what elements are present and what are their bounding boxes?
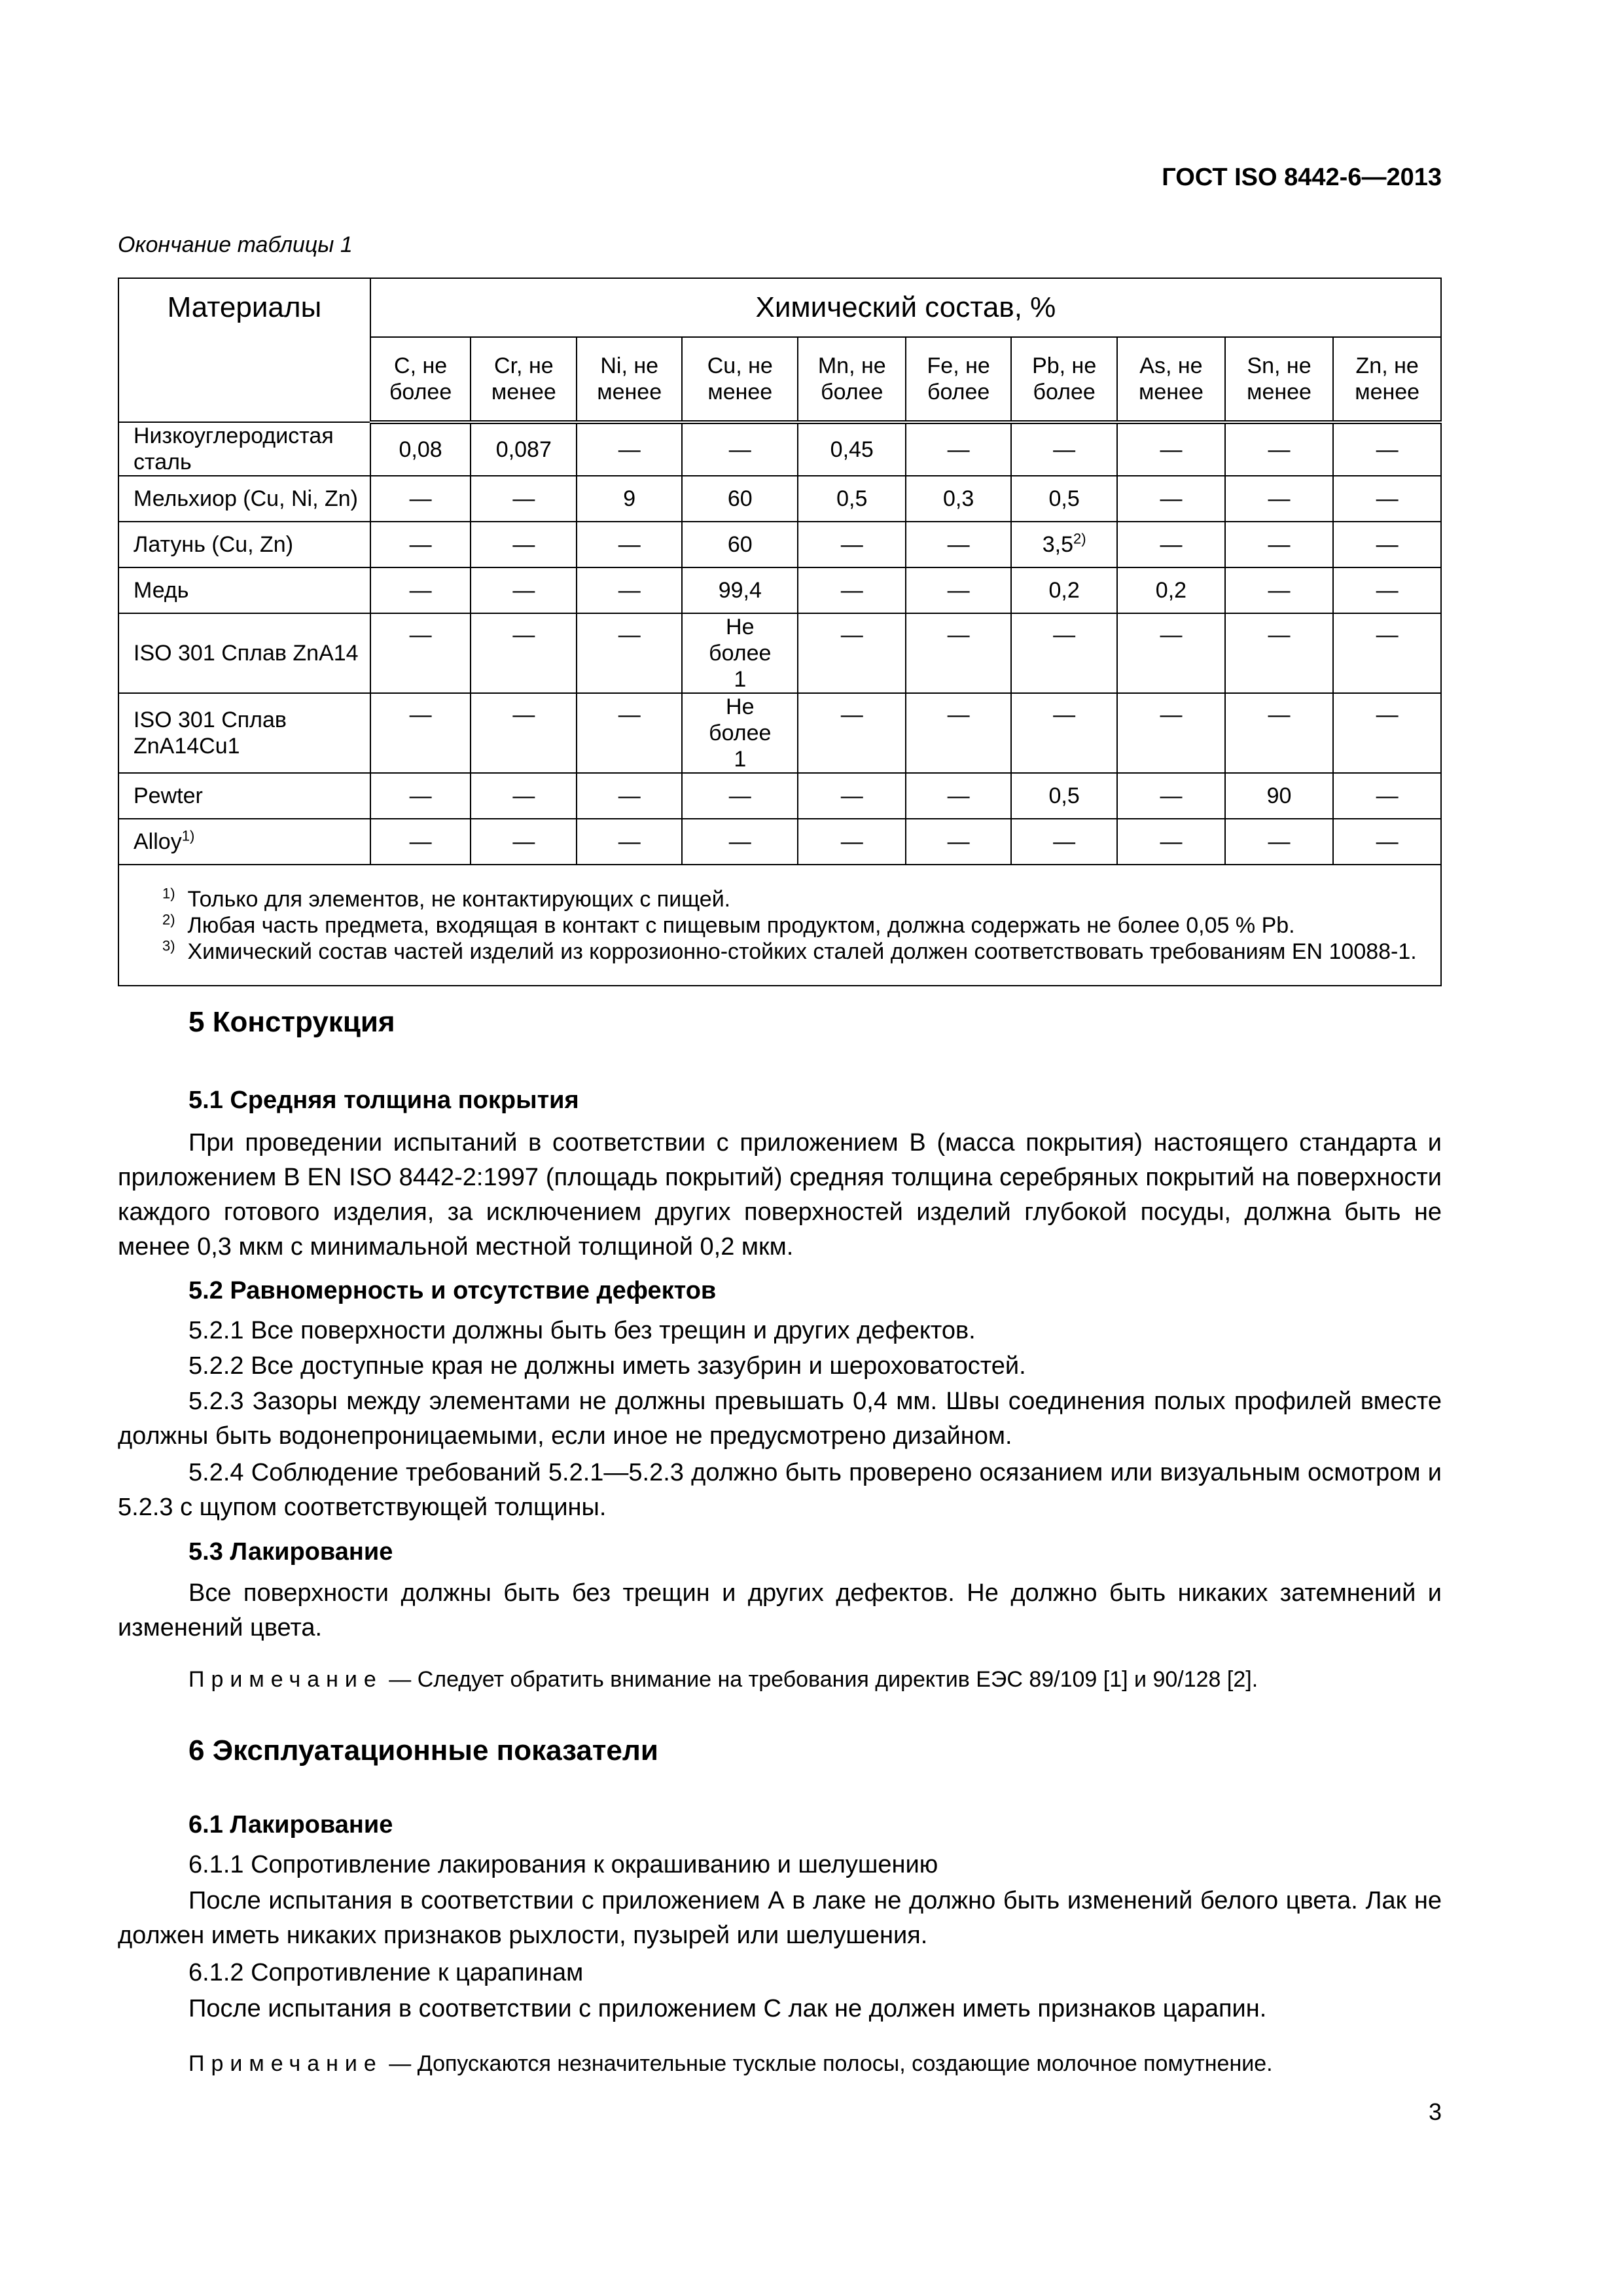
value-cell: — bbox=[906, 567, 1011, 613]
value-cell: — bbox=[1225, 476, 1334, 522]
table-row bbox=[118, 476, 1441, 522]
value-cell: 0,45 bbox=[798, 422, 906, 476]
value-cell: — bbox=[370, 476, 471, 522]
material-cell: Низкоуглеродистая сталь bbox=[118, 422, 370, 476]
section-6-1-heading: 6.1 Лакирование bbox=[188, 1811, 393, 1839]
section-6-1-1-heading: 6.1.1 Сопротивление лакирования к окрашиванию и шелушению bbox=[188, 1851, 938, 1878]
value-cell: — bbox=[471, 613, 577, 693]
value-cell: — bbox=[798, 522, 906, 567]
value-cell: — bbox=[682, 819, 798, 865]
value-cell: — bbox=[370, 693, 471, 773]
value-cell: — bbox=[1225, 693, 1334, 773]
section-5-3-text: Все поверхности должны быть без трещин и других дефектов. Не должно быть никаких затемнений и изменений цвета. bbox=[118, 1579, 1442, 1641]
value-cell: — bbox=[471, 522, 577, 567]
column-header: Ni, не менее bbox=[577, 337, 682, 422]
value-cell: — bbox=[1117, 476, 1225, 522]
value-cell: — bbox=[906, 773, 1011, 819]
column-header: Cu, не менее bbox=[682, 337, 798, 422]
value-cell: — bbox=[798, 613, 906, 693]
value-cell: — bbox=[1333, 476, 1441, 522]
header-chemical-composition: Химический состав, % bbox=[370, 278, 1441, 337]
value-cell: — bbox=[577, 422, 682, 476]
table-row bbox=[118, 693, 1441, 773]
value-cell: — bbox=[1225, 567, 1334, 613]
column-header: Cr, не менее bbox=[471, 337, 577, 422]
section-6-1-2-text: После испытания в соответствии с приложением С лак не должен иметь признаков царапин. bbox=[188, 1995, 1267, 2022]
value-cell: — bbox=[906, 613, 1011, 693]
value-cell: — bbox=[471, 773, 577, 819]
value-cell: — bbox=[471, 819, 577, 865]
value-cell: — bbox=[1117, 522, 1225, 567]
value-cell: — bbox=[1225, 522, 1334, 567]
value-cell: — bbox=[370, 613, 471, 693]
value-cell: — bbox=[577, 613, 682, 693]
material-cell: Мельхиор (Cu, Ni, Zn) bbox=[118, 476, 370, 522]
value-cell: — bbox=[1225, 819, 1334, 865]
value-cell: — bbox=[1333, 422, 1441, 476]
value-cell: — bbox=[577, 773, 682, 819]
value-cell: — bbox=[370, 522, 471, 567]
section-6-1-2-heading: 6.1.2 Сопротивление к царапинам bbox=[188, 1959, 584, 1986]
value-cell: 0,2 bbox=[1011, 567, 1117, 613]
value-cell: — bbox=[1117, 773, 1225, 819]
value-cell: — bbox=[1333, 567, 1441, 613]
page-number: 3 bbox=[1428, 2098, 1442, 2125]
section-5-2-4: 5.2.4 Соблюдение требований 5.2.1—5.2.3 должно быть проверено осязанием или визуальным осмотром и 5.2.3 с щупом соответствующей толщины. bbox=[118, 1459, 1442, 1521]
material-cell: Медь bbox=[118, 567, 370, 613]
table-row bbox=[118, 613, 1441, 693]
material-cell: ISO 301 Сплав ZnA14 bbox=[118, 613, 370, 693]
section-5-1-text: При проведении испытаний в соответствии с приложением В (масса покрытия) настоящего стандарта и приложением В EN ISO 8442-2:1997 (площадь покрытий) средняя толщина серебряных покрытий на поверхности каждого готового изделия, за исключением других поверхностей изделий глубокой посуды, должна быть не менее 0,3 мкм с минимальной местной толщиной 0,2 мкм. bbox=[118, 1129, 1442, 1261]
table-row bbox=[118, 422, 1441, 476]
section-5-2-2: 5.2.2 Все доступные края не должны иметь зазубрин и шероховатостей. bbox=[188, 1352, 1026, 1380]
value-cell: 99,4 bbox=[682, 567, 798, 613]
value-cell: — bbox=[1117, 693, 1225, 773]
table-row bbox=[118, 567, 1441, 613]
table-row bbox=[118, 522, 1441, 567]
value-cell: — bbox=[1117, 422, 1225, 476]
footnote-3: $^{3)}$ Химический состав частей изделий из коррозионно-стойких сталей должен соответствовать требованиям EN 10088-1. bbox=[162, 937, 1417, 964]
value-cell: — bbox=[471, 476, 577, 522]
table-footnotes bbox=[118, 865, 1441, 986]
value-cell: — bbox=[1333, 613, 1441, 693]
value-cell: — bbox=[1225, 422, 1334, 476]
value-cell: — bbox=[370, 773, 471, 819]
value-cell: 9 bbox=[577, 476, 682, 522]
value-cell: 3,5$^{2)}$ bbox=[1011, 522, 1117, 567]
table-caption: Окончание таблицы 1 bbox=[118, 232, 353, 257]
material-cell: Pewter bbox=[118, 773, 370, 819]
value-cell: — bbox=[577, 522, 682, 567]
value-cell: 90 bbox=[1225, 773, 1334, 819]
value-cell: — bbox=[370, 567, 471, 613]
material-cell: Alloy$^{1)}$ bbox=[118, 819, 370, 865]
column-header: Zn, не менее bbox=[1333, 337, 1441, 422]
column-header: Fe, не более bbox=[906, 337, 1011, 422]
value-cell: — bbox=[471, 693, 577, 773]
value-cell: — bbox=[798, 693, 906, 773]
column-header: С, не более bbox=[370, 337, 471, 422]
value-cell: — bbox=[906, 522, 1011, 567]
value-cell: — bbox=[798, 567, 906, 613]
material-cell: ISO 301 Сплав ZnA14Cu1 bbox=[118, 693, 370, 773]
section-5-2-3: 5.2.3 Зазоры между элементами не должны превышать 0,4 мм. Швы соединения полых профилей вместе должны быть водонепроницаемыми, если иное не предусмотрено дизайном. bbox=[118, 1388, 1442, 1450]
value-cell: — bbox=[1011, 819, 1117, 865]
value-cell: — bbox=[906, 819, 1011, 865]
material-cell: Латунь (Cu, Zn) bbox=[118, 522, 370, 567]
value-cell: 0,5 bbox=[1011, 476, 1117, 522]
section-6-heading: 6 Эксплуатационные показатели bbox=[188, 1734, 658, 1767]
chemical-composition-table bbox=[118, 278, 1442, 986]
document-id-header: ГОСТ ISO 8442-6—2013 bbox=[1162, 164, 1442, 191]
value-cell: — bbox=[471, 567, 577, 613]
value-cell: — bbox=[1011, 613, 1117, 693]
section-5-2-1: 5.2.1 Все поверхности должны быть без трещин и других дефектов. bbox=[188, 1317, 976, 1344]
table-row bbox=[118, 773, 1441, 819]
value-cell: — bbox=[1011, 693, 1117, 773]
footnote-1: $^{1)}$ Только для элементов, не контактирующих с пищей. bbox=[162, 885, 731, 912]
section-5-heading: 5 Конструкция bbox=[188, 1006, 395, 1038]
table-row bbox=[118, 819, 1441, 865]
value-cell: — bbox=[1117, 613, 1225, 693]
value-cell: 0,3 bbox=[906, 476, 1011, 522]
value-cell: — bbox=[577, 567, 682, 613]
value-cell: — bbox=[1333, 693, 1441, 773]
value-cell: — bbox=[798, 819, 906, 865]
section-5-1-heading: 5.1 Средняя толщина покрытия bbox=[188, 1086, 579, 1114]
value-cell: — bbox=[1333, 522, 1441, 567]
column-header: As, не менее bbox=[1117, 337, 1225, 422]
value-cell: 60 bbox=[682, 522, 798, 567]
header-materials: Материалы bbox=[118, 278, 370, 422]
value-cell: — bbox=[682, 773, 798, 819]
value-cell: — bbox=[1333, 819, 1441, 865]
value-cell: — bbox=[370, 819, 471, 865]
value-cell: Не более 1 bbox=[682, 613, 798, 693]
section-6-note: Примечание — Допускаются незначительные тусклые полосы, создающие молочное помутнение. bbox=[188, 2051, 1273, 2076]
value-cell: — bbox=[1117, 819, 1225, 865]
value-cell: — bbox=[682, 422, 798, 476]
footnote-2: $^{2)}$ Любая часть предмета, входящая в контакт с пищевым продуктом, должна содержать не более 0,05 % Pb. bbox=[162, 911, 1295, 938]
column-header: Sn, не менее bbox=[1225, 337, 1334, 422]
section-5-2-heading: 5.2 Равномерность и отсутствие дефектов bbox=[188, 1277, 717, 1304]
section-5-note: Примечание — Следует обратить внимание на требования директив ЕЭС 89/109 [1] и 90/128 [2]. bbox=[188, 1667, 1258, 1692]
value-cell: 60 bbox=[682, 476, 798, 522]
value-cell: 0,08 bbox=[370, 422, 471, 476]
value-cell: — bbox=[906, 422, 1011, 476]
value-cell: — bbox=[906, 693, 1011, 773]
column-header: Mn, не более bbox=[798, 337, 906, 422]
value-cell: 0,5 bbox=[798, 476, 906, 522]
value-cell: 0,087 bbox=[471, 422, 577, 476]
value-cell: — bbox=[1333, 773, 1441, 819]
value-cell: 0,5 bbox=[1011, 773, 1117, 819]
value-cell: 0,2 bbox=[1117, 567, 1225, 613]
value-cell: — bbox=[1011, 422, 1117, 476]
section-5-3-heading: 5.3 Лакирование bbox=[188, 1538, 393, 1566]
value-cell: — bbox=[577, 819, 682, 865]
value-cell: Не более 1 bbox=[682, 693, 798, 773]
value-cell: — bbox=[577, 693, 682, 773]
value-cell: — bbox=[1225, 613, 1334, 693]
column-header: Pb, не более bbox=[1011, 337, 1117, 422]
section-6-1-1-text: После испытания в соответствии с приложением А в лаке не должно быть изменений белого цвета. Лак не должен иметь никаких признаков рыхлости, пузырей или шелушения. bbox=[118, 1887, 1442, 1949]
value-cell: — bbox=[798, 773, 906, 819]
